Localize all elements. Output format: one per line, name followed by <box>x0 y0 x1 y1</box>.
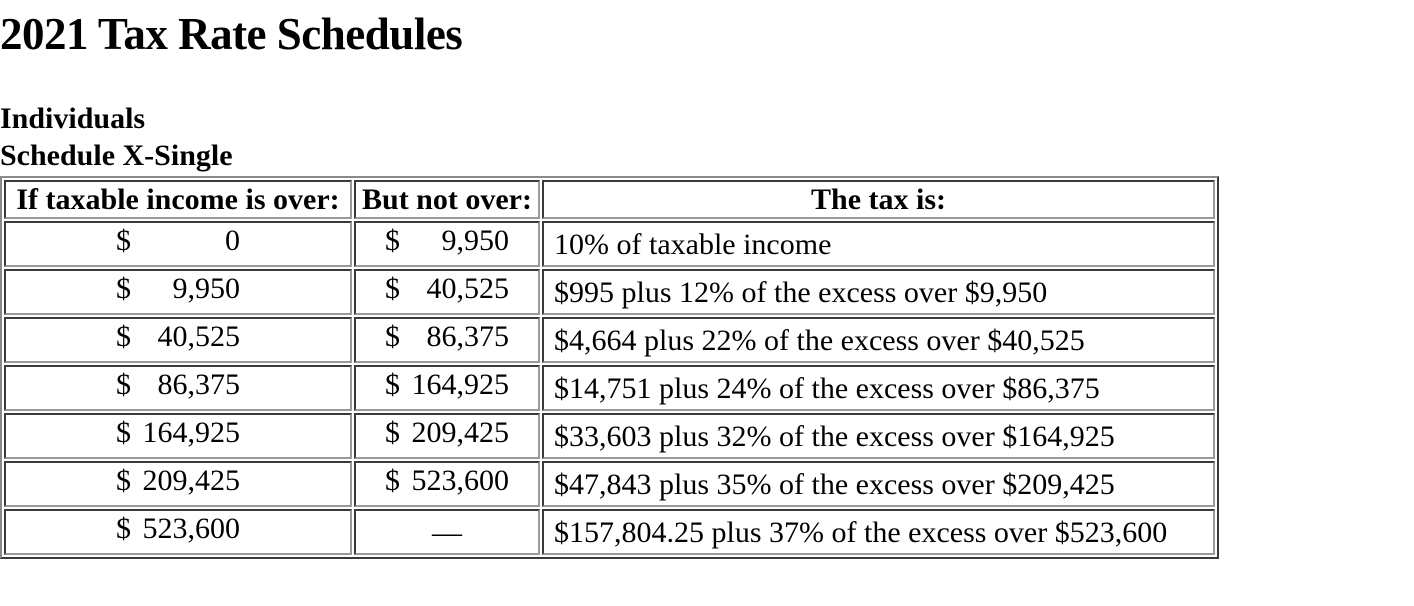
table-row <box>4 269 1215 315</box>
currency-sign: $ <box>116 224 131 257</box>
cell-not-over <box>354 317 540 363</box>
section-label-individuals: Individuals <box>0 102 146 135</box>
currency-sign: $ <box>116 512 131 545</box>
currency-sign: $ <box>116 464 131 497</box>
amount-over: 40,525 <box>157 320 240 353</box>
cell-not-over <box>354 269 540 315</box>
column-header-tax: The tax is: <box>542 180 1215 219</box>
page-title: 2021 Tax Rate Schedules <box>0 9 463 59</box>
table-row <box>4 509 1215 555</box>
cell-over <box>4 461 352 507</box>
table-row <box>4 221 1215 267</box>
cell-over <box>4 365 352 411</box>
amount-not-over: 209,425 <box>411 416 509 449</box>
cell-over <box>4 221 352 267</box>
cell-not-over <box>354 413 540 459</box>
cell-tax: $995 plus 12% of the excess over $9,950 <box>542 269 1215 315</box>
table-row <box>4 461 1215 507</box>
amount-not-over: 523,600 <box>411 464 509 497</box>
tax-schedule-table <box>0 176 1219 559</box>
cell-tax: $157,804.25 plus 37% of the excess over $523,600 <box>542 509 1215 555</box>
cell-not-over <box>354 365 540 411</box>
currency-sign: $ <box>116 320 131 353</box>
currency-sign: $ <box>385 368 400 401</box>
cell-over <box>4 317 352 363</box>
amount-not-over: 86,375 <box>426 320 509 353</box>
currency-sign: $ <box>385 320 400 353</box>
cell-over <box>4 413 352 459</box>
currency-sign: $ <box>116 368 131 401</box>
amount-over: 86,375 <box>157 368 240 401</box>
amount-over: 523,600 <box>142 512 240 545</box>
section-heading <box>0 100 233 174</box>
schedule-label: Schedule X-Single <box>0 139 233 172</box>
cell-tax: $33,603 plus 32% of the excess over $164,925 <box>542 413 1215 459</box>
table-header-row <box>4 180 1215 219</box>
cell-over <box>4 509 352 555</box>
amount-over: 164,925 <box>142 416 240 449</box>
currency-sign: $ <box>116 272 131 305</box>
cell-tax: $14,751 plus 24% of the excess over $86,375 <box>542 365 1215 411</box>
table-row <box>4 317 1215 363</box>
table-row <box>4 413 1215 459</box>
cell-not-over <box>354 461 540 507</box>
currency-sign: $ <box>385 272 400 305</box>
currency-sign: $ <box>116 416 131 449</box>
no-upper-limit-dash: — <box>432 515 462 549</box>
currency-sign: $ <box>385 416 400 449</box>
amount-over: 209,425 <box>142 464 240 497</box>
column-header-over: If taxable income is over: <box>4 180 352 219</box>
cell-over <box>4 269 352 315</box>
amount-over: 0 <box>225 224 240 257</box>
amount-not-over: 40,525 <box>426 272 509 305</box>
table-row <box>4 365 1215 411</box>
amount-not-over: 164,925 <box>411 368 509 401</box>
cell-tax: $4,664 plus 22% of the excess over $40,525 <box>542 317 1215 363</box>
currency-sign: $ <box>385 464 400 497</box>
column-header-not-over: But not over: <box>354 180 540 219</box>
cell-not-over <box>354 509 540 555</box>
cell-tax: $47,843 plus 35% of the excess over $209,425 <box>542 461 1215 507</box>
amount-not-over: 9,950 <box>441 224 509 257</box>
cell-tax: 10% of taxable income <box>542 221 1215 267</box>
amount-over: 9,950 <box>172 272 240 305</box>
currency-sign: $ <box>385 224 400 257</box>
cell-not-over <box>354 221 540 267</box>
